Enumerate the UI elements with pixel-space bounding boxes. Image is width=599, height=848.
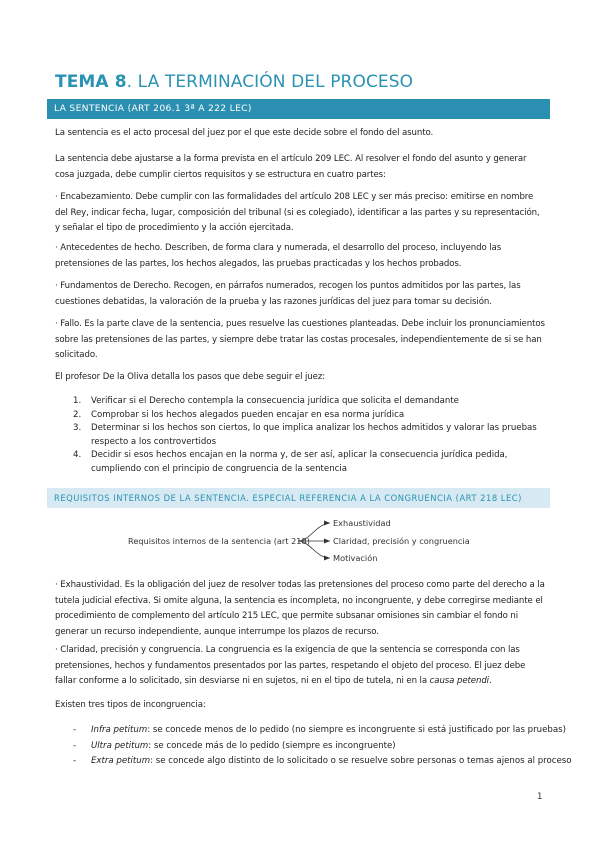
dash-marker: - (73, 756, 77, 766)
diagram-branch-label: Motivación (333, 553, 378, 563)
paragraph-fundamentos: · Fundamentos de Derecho. Recogen, en párrafos numerados, recogen los puntos admitidos por las partes, las cuestiones debatidas, la valoración de la prueba y las razones jurídicas del juez para tomar su decisión. (55, 281, 521, 307)
causa-petendi: causa petendi (429, 676, 489, 686)
list-number: 1. (73, 396, 82, 406)
incongruence-desc: : se concede más de lo pedido (siempre es incongruente) (148, 740, 396, 751)
paragraph-definition: La sentencia es el acto procesal del juez por el que este decide sobre el fondo del asunto. (55, 128, 434, 138)
incongruence-term: Ultra petitum (91, 740, 149, 751)
paragraph-incongruence-intro: Existen tres tipos de incongruencia: (55, 700, 206, 710)
incongruence-term: Extra petitum (91, 756, 151, 766)
dash-marker: - (73, 740, 77, 751)
list-item (55, 739, 550, 755)
list-item (55, 754, 572, 770)
tema-label: TEMA 8 (55, 72, 127, 92)
section-heading-sentencia: LA SENTENCIA (ART 206.1 3ª A 222 LEC) (47, 99, 550, 119)
incongruence-term: Infra petitum (91, 725, 148, 735)
incongruence-list (55, 723, 572, 770)
section-heading-requisitos: REQUISITOS INTERNOS DE LA SENTENCIA. ESPECIAL REFERENCIA A LA CONGRUENCIA (ART 218 LEC) (47, 488, 550, 508)
paragraph-exhaustividad: · Exhaustividad. Es la obligación del juez de resolver todas las pretensiones del proceso como parte del derecho a la tutela judicial efectiva. Si omite alguna, la sentencia es incompleta, no incongruente, y debe corregirse mediante el procedimiento de complemento del artículo 215 LEC, que permite subsanar omisiones sin cambiar el fondo ni generar un recurso independiente, aunque interrumpe los plazos de recurso. (55, 580, 545, 637)
congruencia-text: · Claridad, precisión y congruencia. La congruencia es la exigencia de que la sentencia se corresponda con las pretensiones, hechos y fundamentos presentados por las partes, respetando el objeto del proceso. El juez debe fallar conforme a lo solicitado, sin desviarse ni en sujetos, ni en el tipo de tutela, ni en la (55, 645, 526, 686)
incongruence-desc: : se concede menos de lo pedido (no siempre es incongruente si está justificado por las pruebas) (147, 725, 566, 735)
page-number: 1 (537, 792, 543, 802)
diagram-branch-label: Exhaustividad (333, 518, 391, 528)
list-item (55, 395, 545, 409)
list-item (55, 409, 545, 423)
paragraph-fallo: · Fallo. Es la parte clave de la sentencia, pues resuelve las cuestiones planteadas. Debe incluir los pronunciamientos sobre las pretensiones de las partes, y siempre debe tratar las costas procesales, independientemente de si se han solicitado. (55, 319, 545, 360)
list-item (55, 449, 545, 476)
page-title (55, 72, 413, 92)
arrow-head-icon (324, 556, 330, 561)
list-number: 3. (73, 423, 82, 433)
paragraph-form: La sentencia debe ajustarse a la forma prevista en el artículo 209 LEC. Al resolver el fondo del asunto y generar cosa juzgada, debe cumplir ciertos requisitos y se estructura en cuatro partes: (55, 154, 527, 180)
list-number: 4. (73, 450, 82, 460)
paragraph-congruencia (55, 643, 545, 690)
list-item-text: Decidir si esos hechos encajan en la norma y, de ser así, aplicar la consecuencia jurídica pedida, cumpliendo con el principio de congruencia de la sentencia (91, 450, 508, 474)
arrow-head-icon (324, 539, 330, 544)
incongruence-desc: : se concede algo distinto de lo solicitado o se resuelve sobre personas o temas ajenos al proceso (150, 756, 572, 766)
paragraph-antecedentes: · Antecedentes de hecho. Describen, de forma clara y numerada, el desarrollo del proceso, incluyendo las pretensiones de las partes, los hechos alegados, las pruebas practicadas y los hechos probados. (55, 243, 502, 269)
list-number: 2. (73, 409, 82, 420)
list-item (55, 422, 545, 449)
steps-list (55, 395, 545, 476)
diagram-branch-label: Claridad, precisión y congruencia (333, 536, 470, 546)
list-item-text: Comprobar si los hechos alegados pueden encajar en esa norma jurídica (91, 409, 405, 420)
paragraph-encabezamiento: · Encabezamiento. Debe cumplir con las formalidades del artículo 208 LEC y ser más preciso: emitirse en nombre del Rey, indicar fecha, lugar, composición del tribunal (si es colegiado), identificar a las partes y su representación, y señalar el tipo de procedimiento y la acción ejercitada. (55, 192, 540, 233)
title-text: . LA TERMINACIÓN DEL PROCESO (126, 72, 414, 92)
list-item-text: Verificar si el Derecho contempla la consecuencia jurídica que solicita el demandante (91, 396, 459, 406)
dash-marker: - (73, 725, 77, 735)
congruencia-end: . (488, 676, 492, 686)
diagram-root-label: Requisitos internos de la sentencia (art 218) (128, 536, 310, 546)
list-item-text: Determinar si los hechos son ciertos, lo que implica analizar los hechos admitidos y valorar las pruebas respecto a los controvertidos (91, 423, 537, 447)
requirements-diagram (120, 512, 480, 566)
paragraph-de-la-oliva: El profesor De la Oliva detalla los pasos que debe seguir el juez: (55, 372, 326, 382)
arrow-head-icon (324, 521, 330, 526)
list-item (55, 723, 566, 739)
